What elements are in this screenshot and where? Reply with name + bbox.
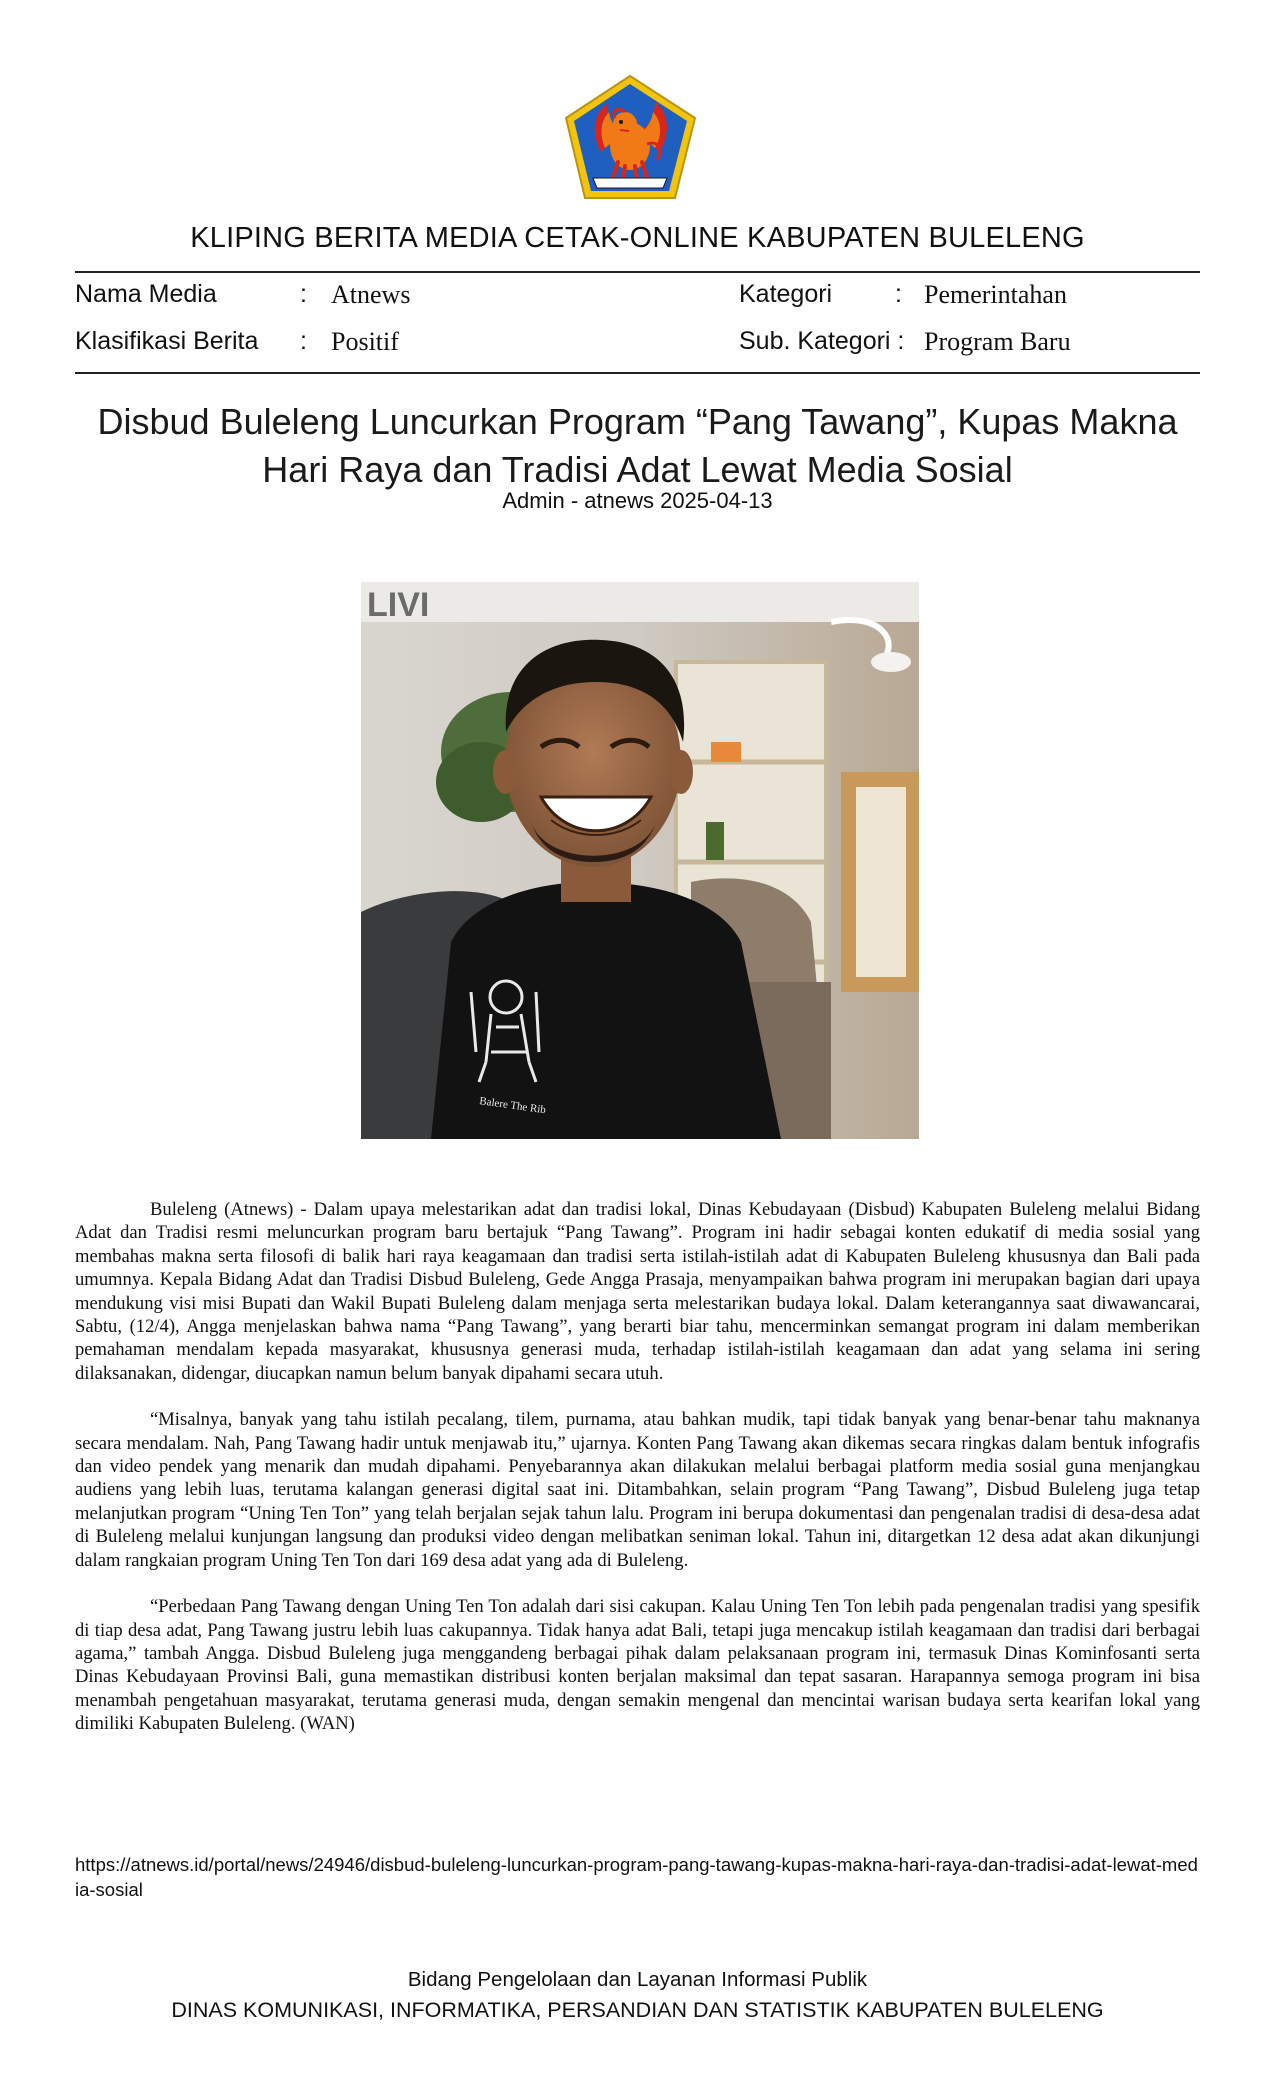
shirt-print-text: Balere The Rib bbox=[478, 1095, 547, 1117]
bottom-divider bbox=[75, 372, 1200, 374]
source-url-link[interactable]: https://atnews.id/portal/news/24946/disbud-buleleng-luncurkan-program-pang-tawang-kupas-makna-hari-raya-dan-tradisi-adat-lewat-media-sosial bbox=[75, 1854, 1198, 1900]
article-body bbox=[75, 1198, 1200, 1759]
subkategori-label: Sub. Kategori : bbox=[739, 327, 905, 355]
kategori-label: Kategori bbox=[739, 280, 833, 308]
kategori-value: Pemerintahan bbox=[924, 280, 1067, 309]
klasifikasi-value: Positif bbox=[331, 327, 399, 356]
klasifikasi-label: Klasifikasi Berita bbox=[75, 327, 259, 355]
media-value: Atnews bbox=[331, 280, 411, 309]
top-divider bbox=[75, 271, 1200, 273]
subkategori-value: Program Baru bbox=[924, 327, 1071, 356]
footer-agency: DINAS KOMUNIKASI, INFORMATIKA, PERSANDIAN DAN STATISTIK KABUPATEN BULELENG bbox=[171, 1998, 1104, 2022]
klasifikasi-colon: : bbox=[300, 327, 307, 355]
article-byline: Admin - atnews 2025-04-13 bbox=[502, 488, 773, 513]
article-paragraph-1: Buleleng (Atnews) - Dalam upaya melestarikan adat dan tradisi lokal, Dinas Kebudayaan (Disbud) Kabupaten Buleleng melalui Bidang Adat dan Tradisi resmi meluncurkan program baru bertajuk “Pang Tawang”. Program ini hadir sebagai konten edukatif di media sosial yang membahas makna serta filosofi di balik hari raya keagamaan dan tradisi serta istilah-istilah adat di Kabupaten Buleleng khususnya dan Bali pada umumnya. Kepala Bidang Adat dan Tradisi Disbud Buleleng, Gede Angga Prasaja, menyampaikan bahwa program ini merupakan bagian dari upaya mendukung visi misi Bupati dan Wakil Bupati Buleleng dalam menjaga serta melestarikan budaya lokal. Dalam keterangannya saat diwawancarai, Sabtu, (12/4), Angga menjelaskan bahwa nama “Pang Tawang”, yang berarti biar tahu, mencerminkan semangat program ini dalam memberikan pemahaman mendalam kepada masyarakat, khususnya generasi muda, terhadap istilah-istilah keagamaan dan adat yang selama ini sering dilaksanakan, didengar, diucapkan namun belum banyak dipahami secara utuh. bbox=[75, 1199, 1200, 1384]
article-paragraph-2: “Misalnya, banyak yang tahu istilah pecalang, tilem, purnama, atau bahkan mudik, tapi tidak banyak yang benar-benar tahu maknanya secara mendalam. Nah, Pang Tawang hadir untuk menjawab itu,” ujarnya. Konten Pang Tawang akan dikemas secara ringkas dalam bentuk infografis dan video pendek yang menarik dan mudah dipahami. Penyebarannya akan dilakukan melalui berbagai platform media sosial guna menjangkau audiens yang lebih luas, terutama kalangan generasi digital saat ini. Ditambahkan, selain program “Pang Tawang”, Disbud Buleleng juga tetap melanjutkan program “Uning Ten Ton” yang telah berjalan sejak tahun lalu. Program ini berupa dokumentasi dan pengenalan tradisi di desa-desa adat di Buleleng melalui kunjungan langsung dan produksi video dengan melibatkan seniman lokal. Tahun ini, ditargetkan 12 desa adat akan dikunjungi dalam rangkaian program Uning Ten Ton dari 169 desa adat yang ada di Buleleng. bbox=[75, 1409, 1200, 1571]
article-headline: Disbud Buleleng Luncurkan Program “Pang Tawang”, Kupas Makna Hari Raya dan Tradisi Adat Lewat Media Sosial bbox=[97, 401, 1178, 490]
media-label: Nama Media bbox=[75, 280, 217, 308]
kategori-colon: : bbox=[895, 280, 902, 308]
regency-emblem-logo bbox=[563, 74, 698, 202]
article-paragraph-3: “Perbedaan Pang Tawang dengan Uning Ten Ton adalah dari sisi cakupan. Kalau Uning Ten Ton lebih pada pengenalan tradisi yang spesifik di tiap desa adat, Pang Tawang justru lebih luas cakupannya. Tidak hanya adat Bali, tetapi juga mencakup istilah keagamaan dan tradisi dari berbagai agama,” tambah Angga. Disbud Buleleng juga menggandeng berbagai pihak dalam pelaksanaan program ini, termasuk Dinas Kominfosanti serta Dinas Kebudayaan Provinsi Bali, guna memastikan distribusi konten berjalan maksimal dan tepat sasaran. Harapannya semoga program ini bisa menambah pengetahuan masyarakat, terutama generasi muda, dengan semakin mengenal dan mencintai warisan budaya serta kearifan lokal yang dimiliki Kabupaten Buleleng. (WAN) bbox=[75, 1596, 1200, 1735]
footer-department: Bidang Pengelolaan dan Layanan Informasi Publik bbox=[407, 1968, 868, 1991]
kliping-title: KLIPING BERITA MEDIA CETAK-ONLINE KABUPATEN BULELENG bbox=[190, 222, 1085, 254]
svg-text:LIVI: LIVI bbox=[367, 586, 430, 624]
media-colon: : bbox=[300, 280, 307, 308]
article-photo bbox=[361, 582, 919, 1139]
